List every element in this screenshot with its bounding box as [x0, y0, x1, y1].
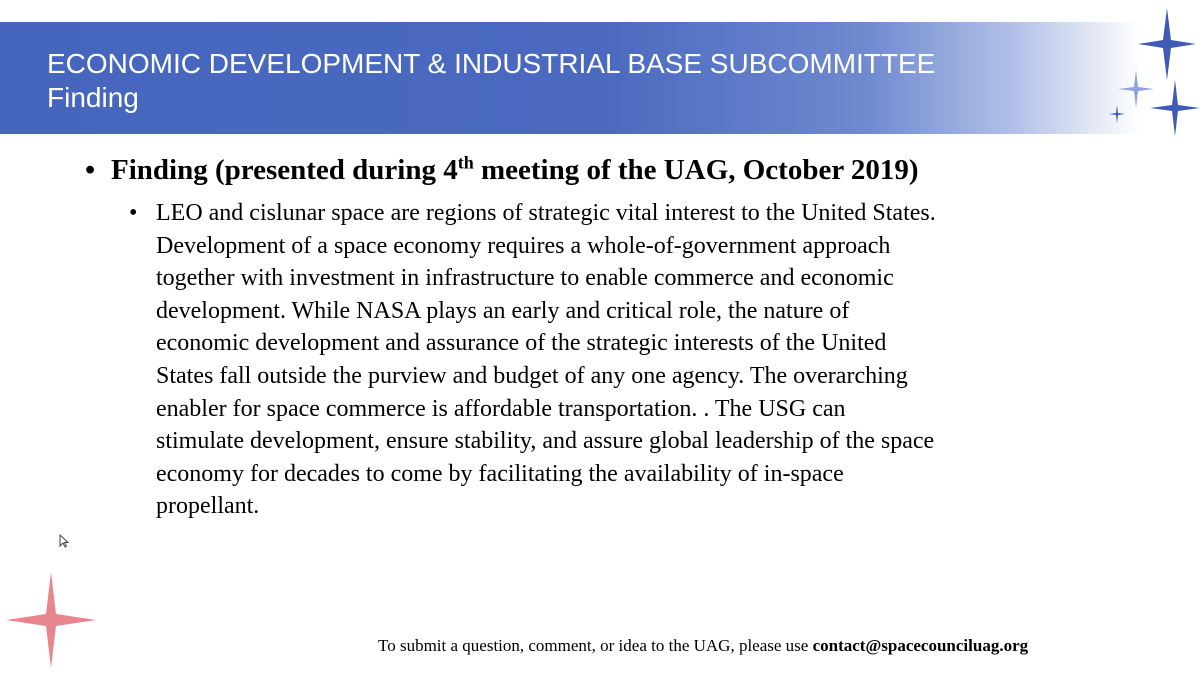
- finding-line: together with investment in infrastructure to enable commerce and economic: [156, 265, 894, 292]
- finding-heading-suffix: meeting of the UAG, October 2019): [473, 154, 919, 186]
- slide-subtitle: Finding: [47, 82, 139, 113]
- finding-line: States fall outside the purview and budget of any one agency. The overarching: [156, 362, 908, 389]
- finding-heading: [85, 150, 1165, 190]
- finding-text: [156, 197, 1131, 523]
- header-band: [0, 22, 1200, 134]
- finding-line: propellant.: [156, 493, 260, 520]
- ordinal-suffix: th: [457, 152, 474, 173]
- finding-line: LEO and cislunar space are regions of strategic vital interest to the United States.: [156, 200, 936, 226]
- medium-star-icon: [1150, 80, 1200, 136]
- finding-line: stimulate development, ensure stability, and assure global leadership of the space: [156, 428, 935, 455]
- footer-text: To submit a question, comment, or idea to the UAG, please use: [378, 636, 813, 655]
- finding-line: Development of a space economy requires a whole-of-government approach: [156, 232, 891, 259]
- contact-email-link[interactable]: contact@spacecounciluag.org: [812, 636, 1029, 655]
- finding-line: economic development and assurance of the strategic interests of the United: [156, 330, 887, 357]
- slide-title: ECONOMIC DEVELOPMENT & INDUSTRIAL BASE SUBCOMMITTEE: [47, 48, 936, 79]
- footer-note: [378, 636, 1028, 656]
- bullet-dot: •: [85, 154, 96, 186]
- light-star-icon: [1118, 70, 1154, 108]
- small-star-icon: [1109, 105, 1125, 123]
- sub-bullet-dot: •: [129, 200, 138, 226]
- pink-star-icon: [6, 572, 96, 668]
- finding-line: enabler for space commerce is affordable transportation. . The USG can: [156, 395, 846, 422]
- finding-heading-prefix: Finding (presented during 4: [111, 154, 458, 186]
- mouse-cursor-icon: [59, 534, 69, 548]
- finding-line: economy for decades to come by facilitating the availability of in-space: [156, 460, 844, 487]
- finding-line: development. While NASA plays an early and critical role, the nature of: [156, 297, 850, 324]
